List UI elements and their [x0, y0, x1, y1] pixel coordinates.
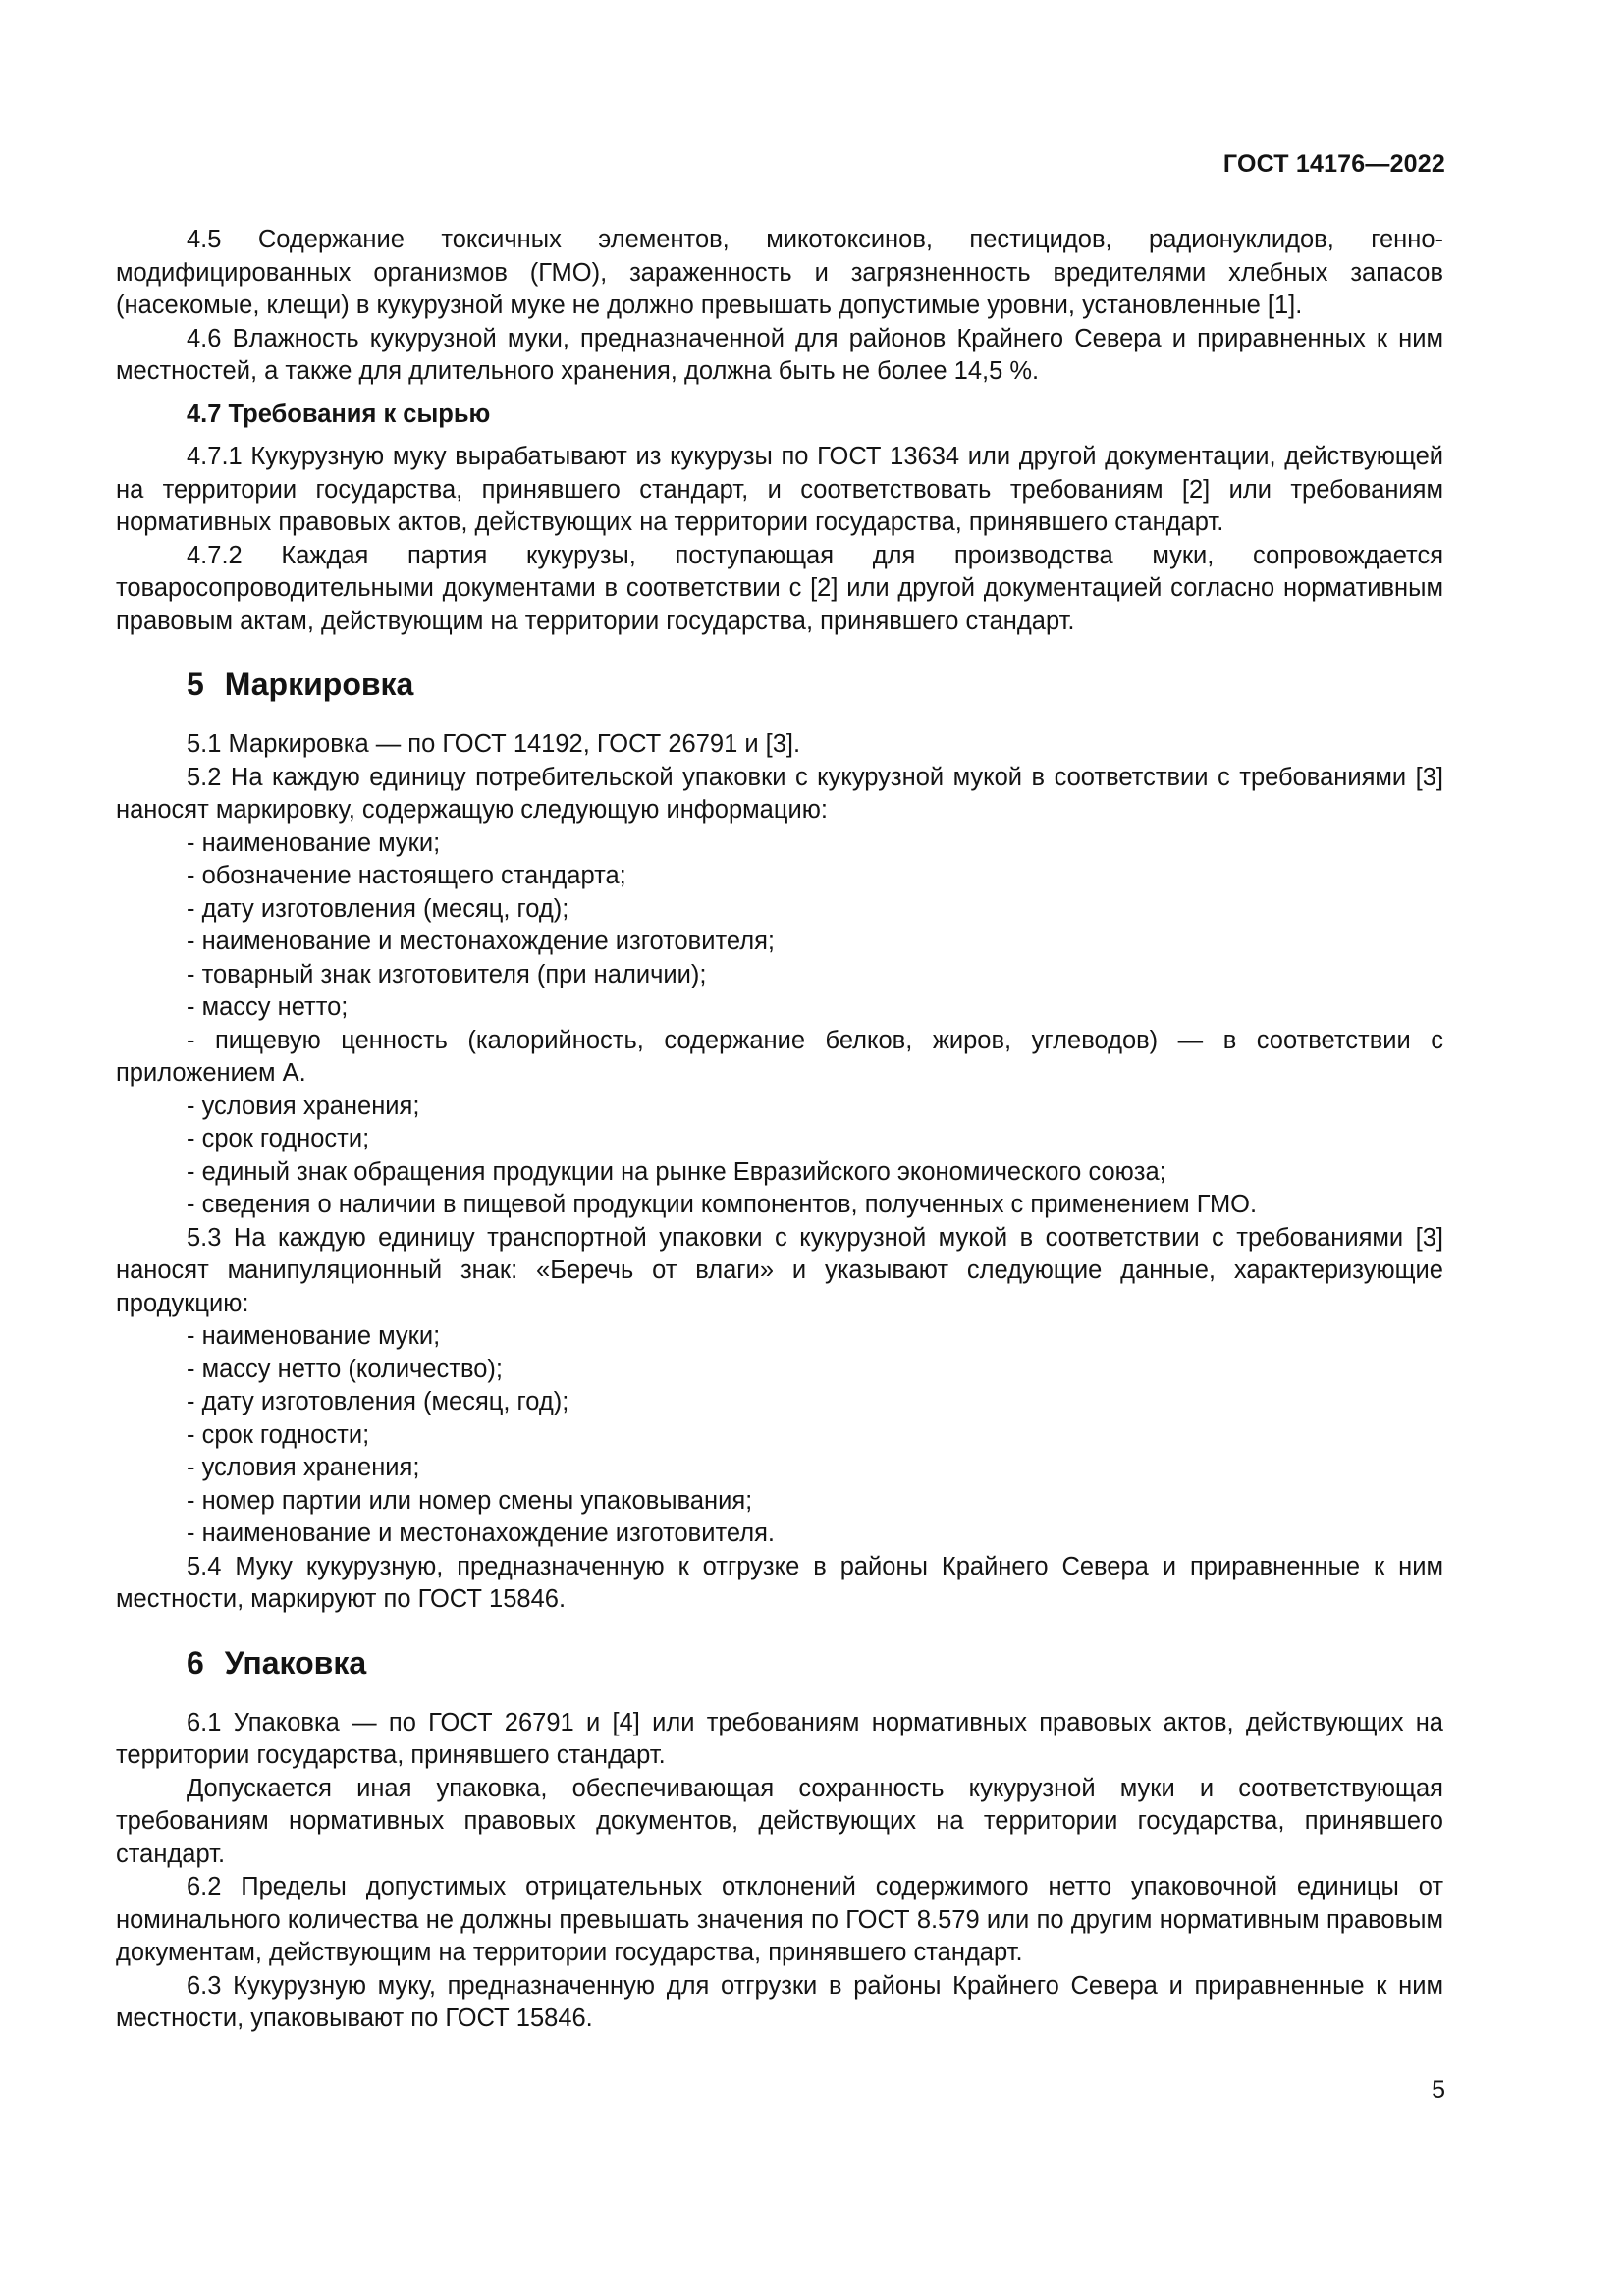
- paragraph-4-5: 4.5 Содержание токсичных элементов, микотоксинов, пестицидов, радионуклидов, генно-модифицированных организмов (ГМО), зараженность и загрязненность вредителями хлебных запасов (насекомые, клещи) в кукурузной муке не должно превышать допустимые уровни, установленные [1].: [116, 226, 1443, 319]
- list-item: - срок годности;: [187, 1125, 370, 1152]
- section-number: 5: [187, 667, 204, 702]
- list-item: - товарный знак изготовителя (при наличии);: [187, 960, 707, 988]
- paragraph-6-3: 6.3 Кукурузную муку, предназначенную для отгрузки в районы Крайнего Севера и приравненные к ним местности, упаковывают по ГОСТ 15846.: [116, 1971, 1443, 2032]
- list-item: - наименование и местонахождение изготовителя;: [187, 928, 775, 955]
- list-item: - условия хранения;: [187, 1454, 420, 1481]
- paragraph-4-7-1: 4.7.1 Кукурузную муку вырабатывают из кукурузы по ГОСТ 13634 или другой документации, действующей на территории государства, принявшего стандарт, и соответствовать требованиям [2] или требованиям нормативных правовых актов, действующих на территории государства, принявшего стандарт.: [116, 443, 1443, 536]
- paragraph-4-6: 4.6 Влажность кукурузной муки, предназначенной для районов Крайнего Севера и приравненных к ним местностей, а также для длительного хранения, должна быть не более 14,5 %.: [116, 324, 1443, 385]
- paragraph-5-3: 5.3 На каждую единицу транспортной упаковки с кукурузной мукой в соответствии с требованиями [3] наносят манипуляционный знак: «Беречь от влаги» и указывают следующие данные, характеризующие продукцию:: [116, 1223, 1443, 1317]
- list-item: - наименование муки;: [187, 828, 441, 857]
- list-item: - единый знак обращения продукции на рынке Евразийского экономического союза;: [187, 1157, 1166, 1186]
- paragraph-5-2: 5.2 На каждую единицу потребительской упаковки с кукурузной мукой в соответствии с требованиями [3] наносят маркировку, содержащую следующую информацию:: [116, 763, 1443, 824]
- list-item: - дату изготовления (месяц, год);: [187, 894, 569, 923]
- page-number: 5: [1432, 2076, 1445, 2104]
- list-item: - наименование и местонахождение изготовителя.: [187, 1520, 775, 1547]
- paragraph-6-1: 6.1 Упаковка — по ГОСТ 26791 и [4] или требованиям нормативных правовых актов, действующих на территории государства, принявшего стандарт.: [116, 1708, 1443, 1769]
- list-item: - наименование муки;: [187, 1322, 441, 1350]
- page-body: [116, 224, 1443, 2036]
- paragraph-6-1-b: Допускается иная упаковка, обеспечивающая сохранность кукурузной муки и соответствующая требованиям нормативных правовых документов, действующих на территории государства, принявшего стандарт.: [116, 1774, 1443, 1868]
- section-heading-6: [187, 1644, 1443, 1682]
- document-header: ГОСТ 14176—2022: [1222, 150, 1445, 178]
- section-title: Маркировка: [224, 667, 414, 702]
- subsection-heading-4-7: 4.7 Требования к сырью: [187, 400, 491, 428]
- list-item: - срок годности;: [187, 1420, 370, 1449]
- list-item: - обозначение настоящего стандарта;: [187, 862, 626, 889]
- list-item: - массу нетто (количество);: [187, 1355, 503, 1383]
- paragraph-4-7-2: 4.7.2 Каждая партия кукурузы, поступающая для производства муки, сопровождается товаросопроводительными документами в соответствии с [2] или другой документацией согласно нормативным правовым актам, действующим на территории государства, принявшего стандарт.: [116, 541, 1443, 635]
- paragraph-6-2: 6.2 Пределы допустимых отрицательных отклонений содержимого нетто упаковочной единицы от номинального количества не должны превышать значения по ГОСТ 8.579 или по другим нормативным правовым документам, действующим на территории государства, принявшего стандарт.: [116, 1873, 1443, 1966]
- paragraph-5-1: 5.1 Маркировка — по ГОСТ 14192, ГОСТ 26791 и [3].: [187, 730, 801, 758]
- list-item: - номер партии или номер смены упаковывания;: [187, 1486, 753, 1515]
- paragraph-5-4: 5.4 Муку кукурузную, предназначенную к отгрузке в районы Крайнего Севера и приравненные к ним местности, маркируют по ГОСТ 15846.: [116, 1552, 1443, 1613]
- list-item-nutrition: - пищевую ценность (калорийность, содержание белков, жиров, углеводов) — в соответствии с приложением А.: [116, 1026, 1443, 1087]
- list-item: - сведения о наличии в пищевой продукции компонентов, полученных с применением ГМО.: [187, 1191, 1258, 1218]
- list-item: - условия хранения;: [187, 1092, 420, 1120]
- section-title: Упаковка: [224, 1644, 367, 1681]
- list-item: - массу нетто;: [187, 993, 349, 1021]
- list-item: - дату изготовления (месяц, год);: [187, 1388, 569, 1415]
- section-heading-5: [187, 666, 1443, 703]
- section-number: 6: [187, 1644, 204, 1681]
